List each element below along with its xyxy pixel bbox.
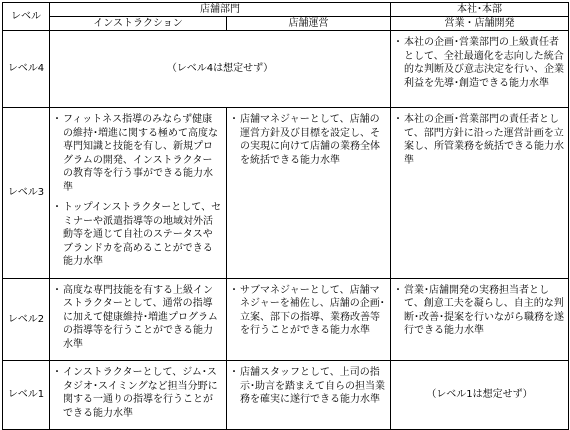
competency-level-table: [2, 2, 569, 430]
level-column-header: レベル: [3, 3, 50, 31]
list-item: ・ 営業･店舗開発の実務担当者として、創意工夫を凝らし、自主的な判断･改善･提案を行いながら職務を遂行できる能力水準: [395, 284, 564, 338]
instruction-cell: [50, 361, 227, 430]
store-ops-cell: [227, 108, 391, 279]
list-item: ・ 店舗スタッフとして、上司の指示･助言を踏まえて自らの担当業務を確実に遂行できる能力水準: [231, 366, 386, 407]
list-item: ・ 店舗マネジャーとして、店舗の運営方針及び目標を設定し、その実現に向けて店舗の業務全体を統括できる能力水準: [231, 113, 386, 167]
sales-dev-header: 営業・店舗開発: [391, 17, 569, 31]
table-row: [3, 361, 569, 430]
store-dept-header: 店舗部門: [50, 3, 391, 17]
level-label: レベル3: [3, 108, 50, 279]
competency-level-table-frame: [2, 2, 568, 419]
sales-cell: [391, 31, 569, 108]
instruction-cell: [50, 108, 227, 279]
list-item: ・ トップインストラクターとして、セミナーや派遣指導等の地域対外活動等を通じて自社のステータスやブランドカを高めることができる能力水準: [54, 201, 222, 269]
instruction-header: インストラクション: [50, 17, 227, 31]
table-row: [3, 31, 569, 108]
table-row: [3, 108, 569, 279]
sales-cell: [391, 278, 569, 361]
level-label: レベル4: [3, 31, 50, 108]
store-ops-cell: [227, 361, 391, 430]
header-row-2: [3, 17, 569, 31]
list-item: ・ インストラクターとして、ジム･スタジオ･スイミングなど担当分野に関する一通りの指導を行うことができる能力水準: [54, 366, 222, 420]
hq-header: 本社･本部: [391, 3, 569, 17]
list-item: ・ フィットネス指導のみならず健康の維持･増進に関する極めて高度な専門知識と技能を有し、新規プログラムの開発、インストラクターの教育等を行う事ができる能力水準: [54, 113, 222, 194]
not-assumed-note: （レベル1は想定せず）: [391, 361, 569, 430]
not-assumed-note: （レベル4は想定せず）: [50, 31, 391, 108]
store-ops-cell: [227, 278, 391, 361]
instruction-cell: [50, 278, 227, 361]
header-row-1: [3, 3, 569, 17]
table-row: [3, 278, 569, 361]
list-item: ・ 高度な専門技能を有する上級インストラクターとして、通常の指導に加えて健康維持･増進プログラムの指導等を行うことができる能力水準: [54, 284, 222, 352]
level-label: レベル1: [3, 361, 50, 430]
list-item: ・ サブマネジャーとして、店舗マネジャーを補佐し、店舗の企画･立案、部下の指導、業務改善等を行うことができる能力水準: [231, 284, 386, 338]
level-label: レベル2: [3, 278, 50, 361]
sales-cell: [391, 108, 569, 279]
store-ops-header: 店舗運営: [227, 17, 391, 31]
list-item: ・ 本社の企画･営業部門の上級責任者として、全社最適化を志向した統合的な判断及び意志決定を行い、企業利益を先導･創造できる能力水準: [395, 36, 564, 90]
list-item: ・ 本社の企画･営業部門の責任者として、部門方針に沿った運営計画を立案し、所管業務を統括できる能力水準: [395, 113, 564, 167]
